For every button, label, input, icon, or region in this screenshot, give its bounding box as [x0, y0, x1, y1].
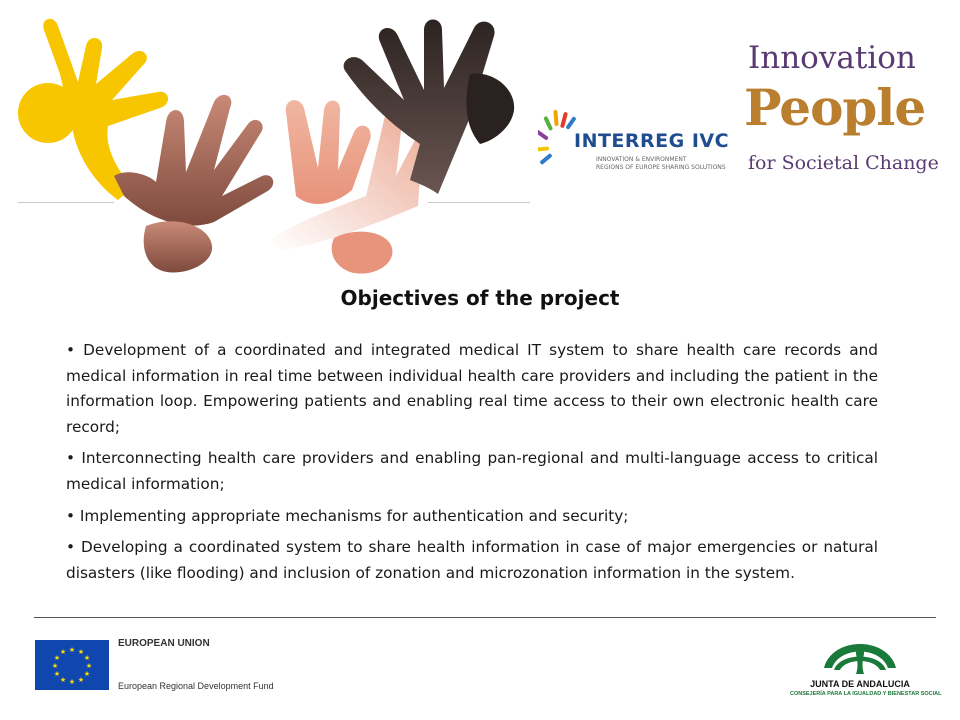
eu-label: EUROPEAN UNION	[118, 638, 210, 649]
yellow-hand-icon	[18, 19, 168, 200]
junta-emblem-icon	[818, 628, 902, 678]
svg-text:★: ★	[83, 670, 91, 678]
ip-logo-line3: for Societal Change	[748, 152, 939, 174]
ip-logo-people	[744, 78, 925, 137]
eu-flag-icon	[35, 640, 109, 690]
svg-text:★: ★	[53, 670, 61, 678]
svg-text:★: ★	[77, 676, 85, 684]
list-item: • Interconnecting health care providers and enabling pan-regional and multi-language access to critical medical information;	[66, 446, 878, 497]
list-item: • Implementing appropriate mechanisms for authentication and security;	[66, 504, 878, 530]
ip-logo-line1: Innovation	[748, 40, 916, 76]
slide-title: Objectives of the project	[340, 286, 620, 310]
interreg-title: INTERREG IVC	[574, 130, 730, 152]
svg-text:★: ★	[59, 648, 67, 656]
svg-text:★: ★	[53, 654, 61, 662]
interreg-burst-icon	[538, 110, 578, 172]
svg-text:★: ★	[59, 676, 67, 684]
svg-text:★: ★	[85, 662, 93, 670]
footer-divider	[34, 617, 936, 618]
list-item: • Development of a coordinated and integrated medical IT system to share health care records and medical information in real time between individual health care providers and including the patient in the information loop. Empowering patients and enabling real time access to their own electronic health care record;	[66, 338, 878, 440]
eu-fund-label: European Regional Development Fund	[118, 681, 274, 691]
interreg-subtitle-1: INNOVATION & ENVIRONMENT	[596, 156, 687, 163]
junta-name: JUNTA DE ANDALUCIA	[810, 679, 910, 689]
interreg-subtitle-2: REGIONS OF EUROPE SHARING SOLUTIONS	[596, 164, 726, 171]
svg-text:★: ★	[77, 648, 85, 656]
ip-logo-people-text: People	[744, 78, 926, 137]
objectives-list	[66, 338, 878, 592]
hands-illustration	[0, 0, 530, 290]
svg-text:★: ★	[68, 646, 76, 654]
svg-text:★: ★	[51, 662, 59, 670]
brown-hand-icon	[114, 95, 273, 273]
svg-text:★: ★	[83, 654, 91, 662]
innovation-people-logo	[742, 38, 942, 178]
dark-hand-icon	[344, 20, 514, 195]
svg-text:★: ★	[68, 678, 76, 686]
interreg-logo	[538, 106, 728, 176]
list-item: • Developing a coordinated system to share health information in case of major emergencies or natural disasters (like flooding) and inclusion of zonation and microzonation information in the system.	[66, 535, 878, 586]
junta-subtitle: CONSEJERÍA PARA LA IGUALDAD Y BIENESTAR SOCIAL	[790, 691, 942, 697]
junta-logo	[790, 628, 942, 708]
